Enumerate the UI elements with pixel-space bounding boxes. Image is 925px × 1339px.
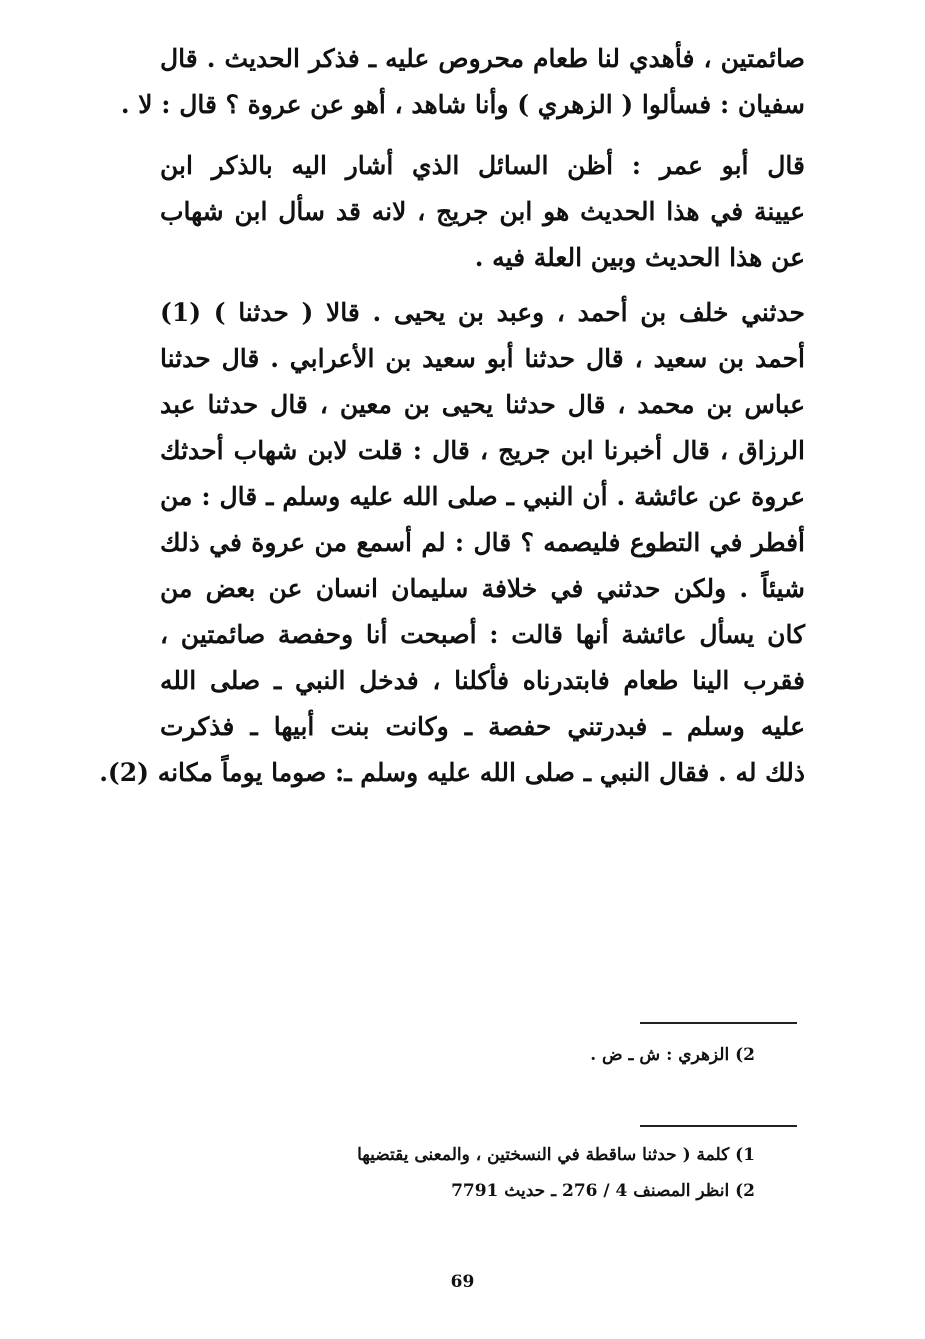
text-line: صائمتين ، فأهدي لنا طعام محروص عليه ـ فذكر الحديث . قال (160, 44, 805, 73)
text-line: أفطر في التطوع فليصمه ؟ قال : لم أسمع من عروة في ذلك (160, 528, 805, 557)
text-line: أحمد بن سعيد ، قال حدثنا أبو سعيد بن الأعرابي . قال حدثنا (160, 344, 805, 373)
text-line: عيينة في هذا الحديث هو ابن جريج ، لانه قد سأل ابن شهاب (160, 197, 805, 226)
text-line: حدثني خلف بن أحمد ، وعبد بن يحيى . قالا ( حدثنا ) (1) (160, 298, 805, 327)
text-line: الرزاق ، قال أخبرنا ابن جريج ، قال : قلت لابن شهاب أحدثك (160, 436, 805, 465)
text-line: عن هذا الحديث وبين العلة فيه . (474, 243, 805, 272)
text-line: قال أبو عمر : أظن السائل الذي أشار اليه بالذكر ابن (160, 151, 805, 180)
page-number: 69 (450, 1272, 475, 1292)
text-line: شيئاً . ولكن حدثني في خلافة سليمان انسان عن بعض من (160, 574, 805, 603)
paragraph-1 (120, 36, 805, 128)
text-line: فقرب الينا طعام فابتدرناه فأكلنا ، فدخل النبي ـ صلى الله (160, 666, 805, 695)
footnote-divider (640, 1022, 797, 1024)
text-line: عليه وسلم ـ فبدرتني حفصة ـ وكانت بنت أبيها ـ فذكرت (160, 712, 805, 741)
variant-note: 2) الزهري : ش ـ ض . (590, 1045, 755, 1065)
text-line: سفيان : فسألوا ( الزهري ) وأنا شاهد ، أهو عن عروة ؟ قال : لا . (120, 90, 805, 119)
text-line: ذلك له . فقال النبي ـ صلى الله عليه وسلم ـ: صوما يوماً مكانه (2). (99, 758, 805, 787)
footnote-divider (640, 1125, 797, 1127)
text-line: عباس بن محمد ، قال حدثنا يحيى بن معين ، قال حدثنا عبد (160, 390, 805, 419)
footnote-2: 2) انظر المصنف 4 / 276 ـ حديث 7791 (451, 1181, 755, 1201)
footnote-1: 1) كلمة ( حدثنا ساقطة في النسختين ، والمعنى يقتضيها (357, 1145, 755, 1165)
paragraph-2 (160, 143, 805, 281)
text-line: كان يسأل عائشة أنها قالت : أصبحت أنا وحفصة صائمتين ، (160, 620, 805, 649)
paragraph-3 (99, 290, 805, 796)
text-line: عروة عن عائشة . أن النبي ـ صلى الله عليه وسلم ـ قال : من (160, 482, 805, 511)
